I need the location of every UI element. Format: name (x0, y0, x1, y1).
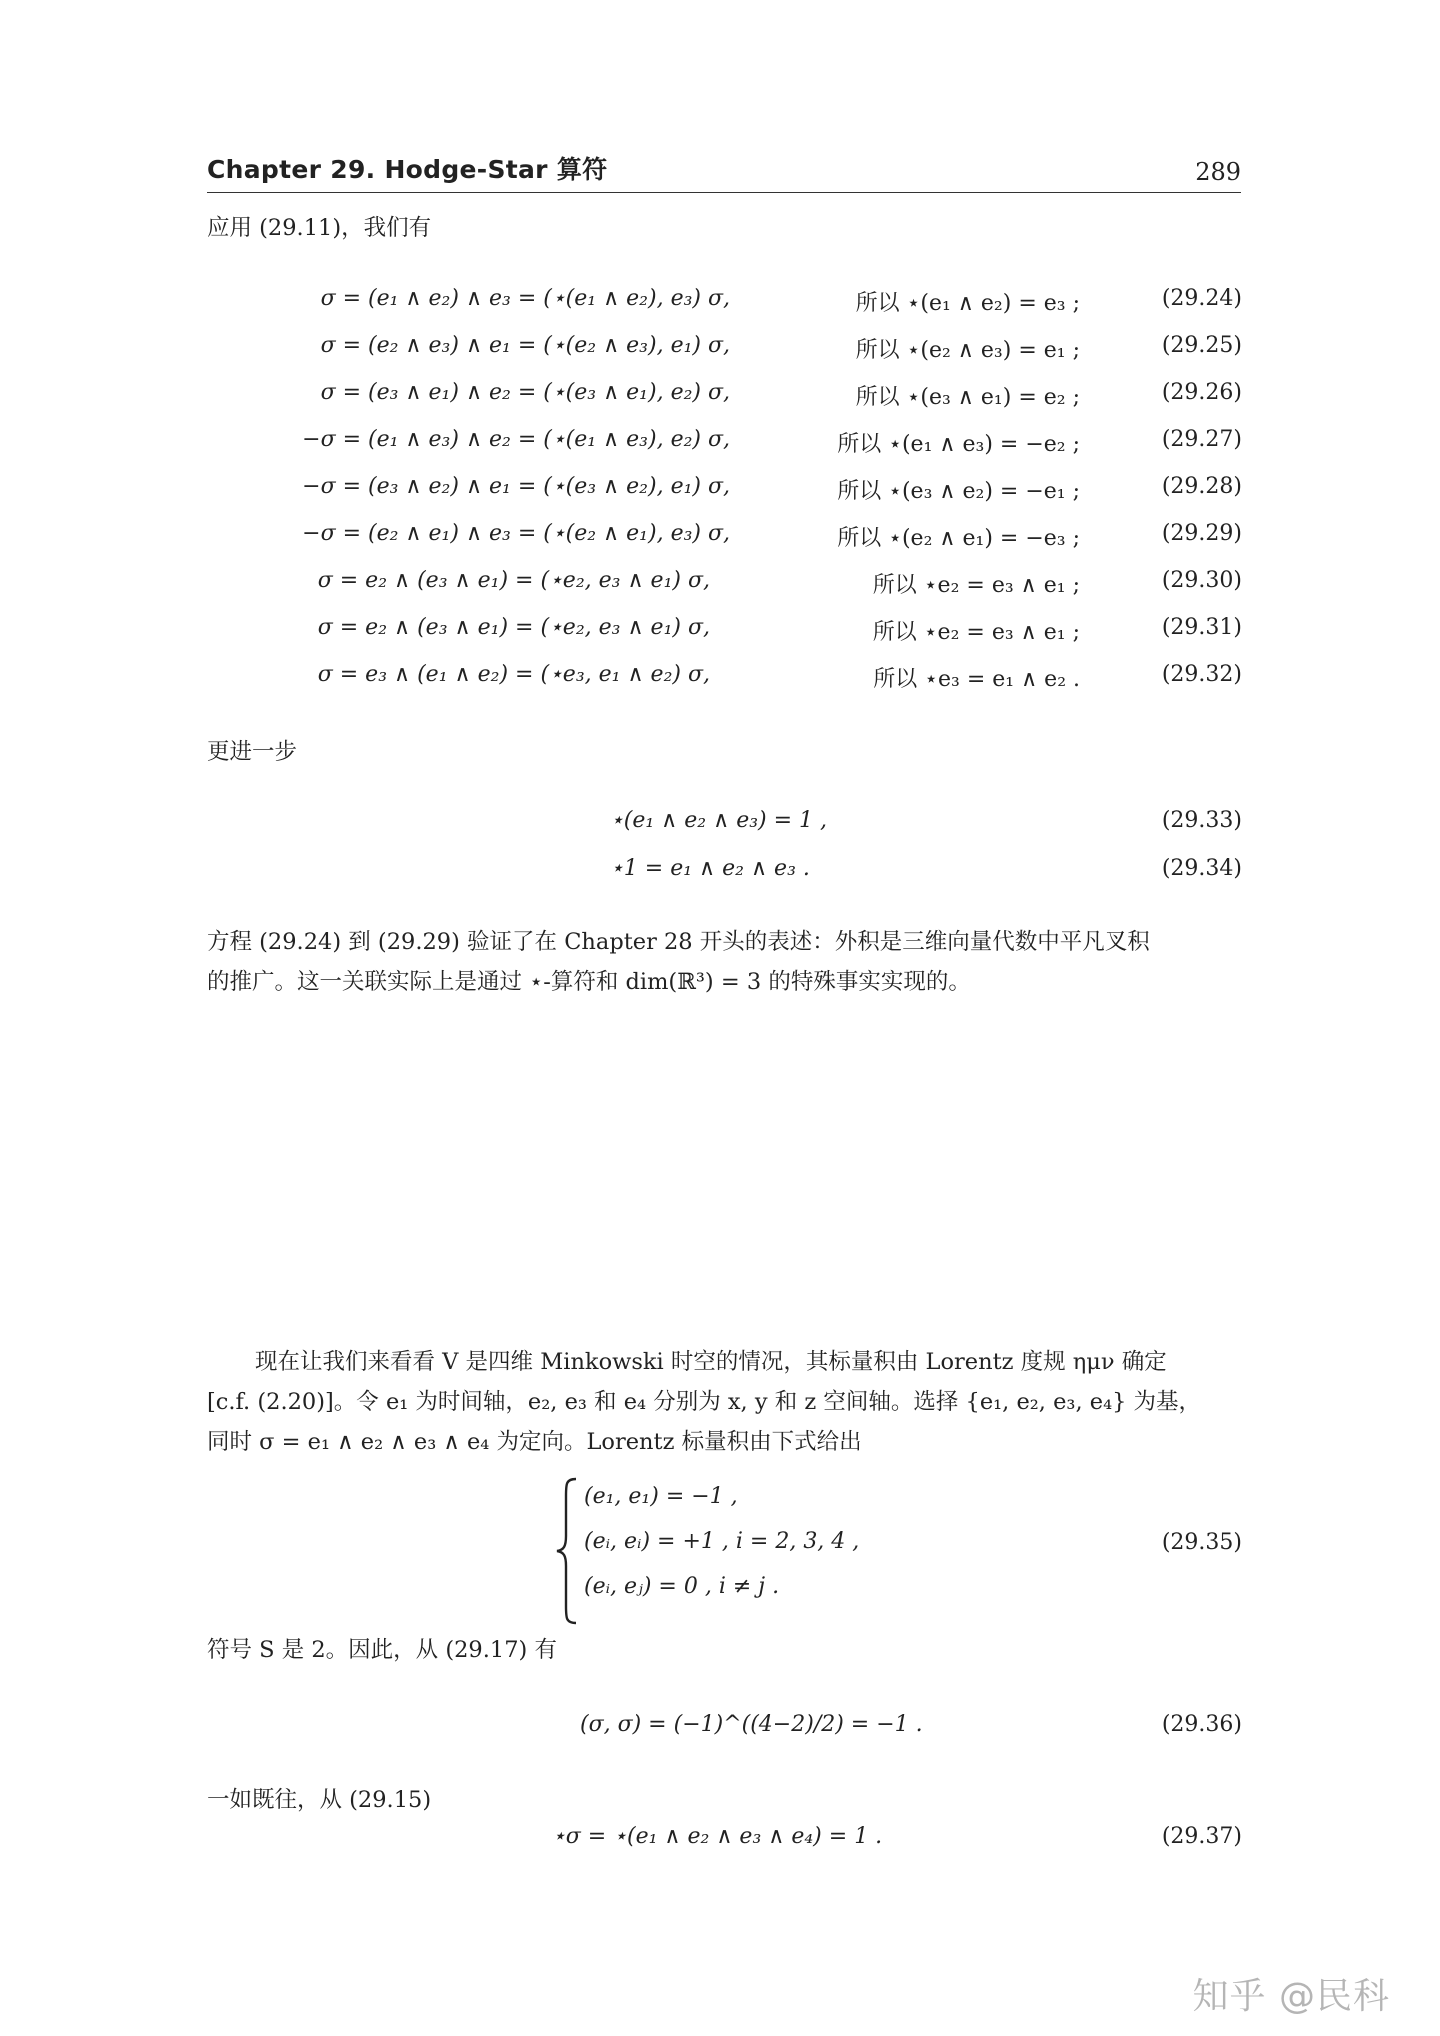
eq-number: (29.35) (1161, 1530, 1242, 1555)
eq-29-28-rhs: 所以 ⋆(e₃ ∧ e₂) = −e₁ ; (837, 479, 1080, 504)
eq-29-26-rhs: 所以 ⋆(e₃ ∧ e₁) = e₂ ; (855, 385, 1080, 410)
paragraph-line: [c.f. (2.20)]。令 e₁ 为时间轴，e₂, e₃ 和 e₄ 分别为 x, y 和 z 空间轴。选择 {e₁, e₂, e₃, e₄} 为基， (207, 1389, 1202, 1415)
eq-29-26-lhs: σ = (e₃ ∧ e₁) ∧ e₂ = (⋆(e₃ ∧ e₁), e₂) σ, (320, 380, 730, 405)
sign-text: 符号 S 是 2。因此，从 (29.17) 有 (207, 1637, 557, 1663)
cases-block (584, 1484, 904, 1618)
paragraph-line: 的推广。这一关联实际上是通过 ⋆-算符和 dim(ℝ³) = 3 的特殊事实实现的。 (207, 969, 971, 995)
eq-29-37: ⋆σ = ⋆(e₁ ∧ e₂ ∧ e₃ ∧ e₄) = 1 . (552, 1824, 883, 1849)
page-header (207, 150, 1241, 193)
eq-29-29-lhs: −σ = (e₂ ∧ e₁) ∧ e₃ = (⋆(e₂ ∧ e₁), e₃) σ, (302, 521, 730, 546)
eq-number: (29.29) (1161, 521, 1242, 546)
eq-number: (29.36) (1161, 1712, 1242, 1737)
eq-29-27-lhs: −σ = (e₁ ∧ e₃) ∧ e₂ = (⋆(e₁ ∧ e₃), e₂) σ, (302, 427, 730, 452)
watermark: 知乎 @民科 (1192, 1976, 1390, 2017)
page-number: 289 (1195, 158, 1241, 186)
case-row: (e₁, e₁) = −1 , (584, 1484, 738, 1509)
further-text: 更进一步 (207, 739, 298, 765)
eq-29-28-lhs: −σ = (e₃ ∧ e₂) ∧ e₁ = (⋆(e₃ ∧ e₂), e₁) σ, (302, 474, 730, 499)
as-before-text: 一如既往，从 (29.15) (207, 1787, 432, 1813)
eq-29-31-lhs: σ = e₂ ∧ (e₃ ∧ e₁) = (⋆e₂, e₃ ∧ e₁) σ, (317, 615, 710, 640)
eq-29-25-lhs: σ = (e₂ ∧ e₃) ∧ e₁ = (⋆(e₂ ∧ e₃), e₁) σ, (320, 333, 730, 358)
paragraph-line: 同时 σ = e₁ ∧ e₂ ∧ e₃ ∧ e₄ 为定向。Lorentz 标量积由下式给出 (207, 1429, 862, 1455)
eq-29-30-rhs: 所以 ⋆e₂ = e₃ ∧ e₁ ; (872, 573, 1080, 598)
eq-29-36: (σ, σ) = (−1)^((4−2)/2) = −1 . (580, 1712, 923, 1737)
eq-29-24-lhs: σ = (e₁ ∧ e₂) ∧ e₃ = (⋆(e₁ ∧ e₂), e₃) σ, (320, 286, 730, 311)
eq-29-31-rhs: 所以 ⋆e₂ = e₃ ∧ e₁ ; (872, 620, 1080, 645)
left-brace-icon (554, 1476, 580, 1626)
eq-29-33: ⋆(e₁ ∧ e₂ ∧ e₃) = 1 , (610, 808, 828, 833)
case-row: (eᵢ, eⱼ) = 0 , i ≠ j . (584, 1574, 780, 1599)
eq-number: (29.32) (1161, 662, 1242, 687)
eq-number: (29.37) (1161, 1824, 1242, 1849)
eq-29-24-rhs: 所以 ⋆(e₁ ∧ e₂) = e₃ ; (855, 291, 1080, 316)
eq-number: (29.24) (1161, 286, 1242, 311)
eq-29-34: ⋆1 = e₁ ∧ e₂ ∧ e₃ . (610, 856, 810, 881)
case-row: (eᵢ, eᵢ) = +1 , i = 2, 3, 4 , (584, 1529, 860, 1554)
eq-number: (29.30) (1161, 568, 1242, 593)
eq-number: (29.33) (1161, 808, 1242, 833)
eq-29-32-rhs: 所以 ⋆e₃ = e₁ ∧ e₂ . (873, 667, 1080, 692)
chapter-title: Chapter 29. Hodge-Star 算符 (207, 155, 608, 184)
eq-29-29-rhs: 所以 ⋆(e₂ ∧ e₁) = −e₃ ; (837, 526, 1080, 551)
eq-number: (29.26) (1161, 380, 1242, 405)
eq-number: (29.27) (1161, 427, 1242, 452)
paragraph-line: 现在让我们来看看 V 是四维 Minkowski 时空的情况，其标量积由 Lorentz 度规 ημν 确定 (255, 1349, 1167, 1375)
intro-text: 应用 (29.11)，我们有 (207, 215, 432, 241)
eq-29-32-lhs: σ = e₃ ∧ (e₁ ∧ e₂) = (⋆e₃, e₁ ∧ e₂) σ, (317, 662, 710, 687)
eq-number: (29.25) (1161, 333, 1242, 358)
eq-number: (29.31) (1161, 615, 1242, 640)
eq-29-25-rhs: 所以 ⋆(e₂ ∧ e₃) = e₁ ; (855, 338, 1080, 363)
eq-number: (29.34) (1161, 856, 1242, 881)
eq-number: (29.28) (1161, 474, 1242, 499)
eq-29-30-lhs: σ = e₂ ∧ (e₃ ∧ e₁) = (⋆e₂, e₃ ∧ e₁) σ, (317, 568, 710, 593)
paragraph-line: 方程 (29.24) 到 (29.29) 验证了在 Chapter 28 开头的表述：外积是三维向量代数中平凡叉积 (207, 929, 1150, 955)
eq-29-27-rhs: 所以 ⋆(e₁ ∧ e₃) = −e₂ ; (837, 432, 1080, 457)
